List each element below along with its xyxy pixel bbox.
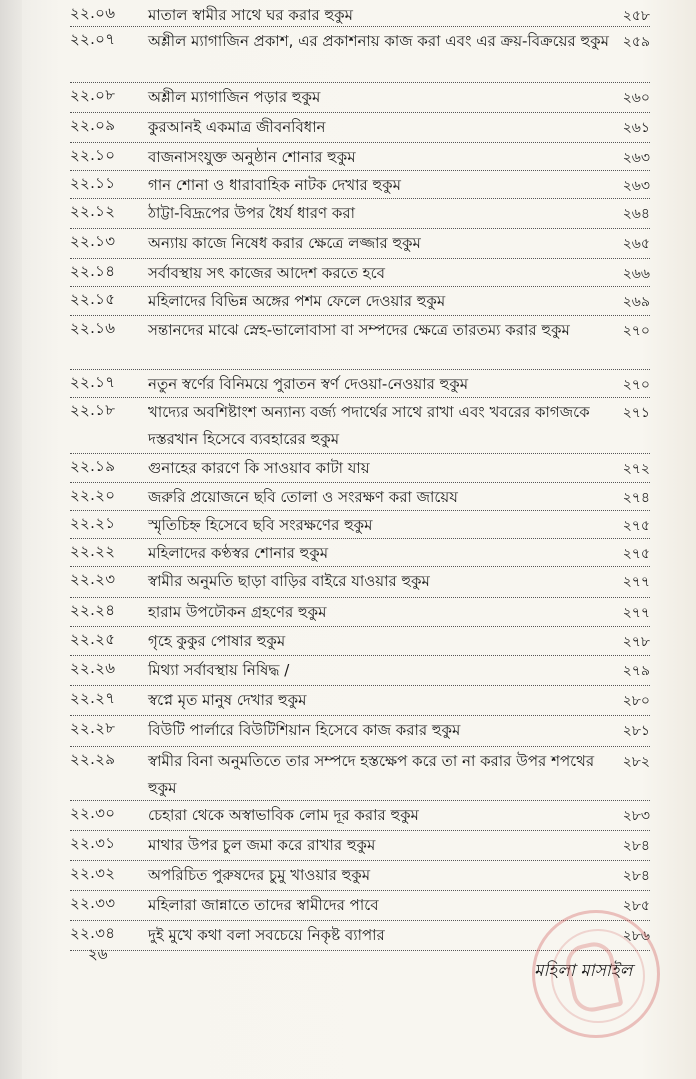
- toc-entry-number: ২২.২৭: [70, 689, 116, 707]
- toc-entry: [70, 860, 650, 891]
- toc-entry-page: ২৭২: [622, 461, 650, 477]
- toc-entry-page: ২৭৪: [622, 490, 650, 506]
- toc-entry: [70, 369, 650, 398]
- toc-entry-title: অশ্লীল ম্যাগাজিন প্রকাশ, এর প্রকাশনায় কাজ করা এবং এর ক্রয়-বিক্রয়ের হুকুম: [148, 32, 609, 50]
- toc-entry: [70, 198, 650, 229]
- toc-entry-number: ২২.১২: [70, 202, 116, 220]
- toc-entry: [70, 890, 650, 921]
- toc-entry-number: ২২.১৮: [70, 401, 116, 419]
- toc-entry-number: ২২.১০: [70, 146, 116, 164]
- toc-entry-number: ২২.৩৩: [70, 894, 116, 912]
- toc-entry-number: ২২.০৮: [70, 86, 116, 104]
- toc-entry: [70, 746, 650, 801]
- toc-entry-title: কুরআনই একমাত্র জীবনবিধান: [148, 118, 326, 136]
- toc-entry-number: ২২.২০: [70, 486, 116, 504]
- toc-entry: [70, 800, 650, 831]
- toc-entry-page: ২৮৩: [622, 808, 650, 824]
- toc-entry: [70, 482, 650, 511]
- toc-entry-page: ২৭৯: [622, 663, 650, 679]
- toc-entry-number: ২২.১১: [70, 174, 116, 192]
- toc-entry-page: ২৮৫: [622, 898, 650, 914]
- toc-entry: [70, 597, 650, 627]
- toc-entry-number: ২২.২৮: [70, 719, 116, 737]
- toc-entry-title: জরুরি প্রয়োজনে ছবি তোলা ও সংরক্ষণ করা জায়েয: [148, 488, 458, 506]
- toc-entry-number: ২২.২৪: [70, 601, 116, 619]
- toc-entry-number: ২২.১৩: [70, 232, 116, 250]
- toc-entry-page: ২৭৮: [622, 634, 650, 650]
- running-footer-title: মহিলা মাসাইল: [534, 961, 633, 981]
- toc-entry-title: অশ্লীল ম্যাগাজিন পড়ার হুকুম: [148, 88, 321, 106]
- toc-entry-title: মহিলাদের বিভিন্ন অঙ্গের পশম ফেলে দেওয়ার হুকুম: [148, 292, 446, 310]
- toc-entry: [70, 228, 650, 259]
- toc-entry-number: ২২.২৬: [70, 659, 116, 677]
- toc-entry-number: ২২.৩০: [70, 804, 116, 822]
- toc-entry-number: ২২.২৩: [70, 570, 116, 588]
- toc-entry-title: গান শোনা ও ধারাবাহিক নাটক দেখার হুকুম: [148, 176, 401, 194]
- toc-entry-page: ২৫৮: [622, 8, 650, 24]
- toc-entry-number: ২২.৩৪: [70, 924, 116, 942]
- toc-entry-title: অপরিচিত পুরুষদের চুমু খাওয়ার হুকুম: [148, 866, 371, 884]
- toc-entry: [70, 830, 650, 861]
- toc-entry-page: ২৬৯: [622, 294, 650, 310]
- toc-entry-title: দুই মুখে কথা বলা সবচেয়ে নিকৃষ্ট ব্যাপার: [148, 926, 385, 944]
- toc-entry-number: ২২.১৪: [70, 262, 116, 280]
- toc-entry-title: অন্যায় কাজে নিষেধ করার ক্ষেত্রে লজ্জার হুকুম: [148, 234, 421, 252]
- toc-entry-page: ২৮৪: [622, 838, 650, 854]
- toc-entry-title: বাজনাসংযুক্ত অনুষ্ঠান শোনার হুকুম: [148, 148, 356, 166]
- toc-entry-page: ২৭০: [622, 323, 650, 339]
- toc-entry-number: ২২.০৭: [70, 30, 116, 48]
- toc-entry-number: ২২.০৯: [70, 116, 116, 134]
- toc-entry-page: ২৭১: [622, 405, 650, 421]
- toc-entry-title: স্মৃতিচিহ্ন হিসেবে ছবি সংরক্ষণের হুকুম: [148, 516, 373, 534]
- toc-entry-page: ২৭৭: [622, 574, 650, 590]
- toc-entry-title: মহিলারা জান্নাতে তাদের স্বামীদের পাবে: [148, 896, 379, 914]
- toc-entry-title: মিথ্যা সর্বাবস্থায় নিষিদ্ধ /: [148, 661, 290, 679]
- toc-entry: [70, 142, 650, 171]
- toc-entry: [70, 258, 650, 287]
- toc-entry: [70, 286, 650, 316]
- toc-entry-title: স্বপ্নে মৃত মানুষ দেখার হুকুম: [148, 691, 307, 709]
- toc-entry-page: ২৬৬: [622, 266, 650, 282]
- toc-entry-title: স্বামীর অনুমতি ছাড়া বাড়ির বাইরে যাওয়ার হুকুম: [148, 572, 430, 590]
- toc-entry-title: গৃহে কুকুর পোষার হুকুম: [148, 632, 286, 650]
- toc-entry-number: ২২.১৭: [70, 373, 116, 391]
- page-spine-shadow: [0, 0, 22, 1079]
- toc-entry: [70, 170, 650, 199]
- toc-entry-title: ঠাট্টা-বিদ্রূপের উপর ধৈর্য ধারণ করা: [148, 204, 355, 222]
- toc-entry-page: ২৬৩: [622, 150, 650, 166]
- toc-entry-title: সন্তানদের মাঝে স্নেহ-ভালোবাসা বা সম্পদের ক্ষেত্রে তারতম্য করার হুকুম: [148, 321, 570, 339]
- toc-entry-title: সর্বাবস্থায় সৎ কাজের আদেশ করতে হবে: [148, 264, 385, 282]
- toc-entry: [70, 453, 650, 483]
- toc-entry-page: ২৮২: [622, 754, 650, 770]
- toc-entry: [70, 510, 650, 539]
- toc-entry-number: ২২.২২: [70, 542, 116, 560]
- toc-entry-title: খাদ্যের অবশিষ্টাংশ অন্যান্য বর্জ্য পদার্থের সাথে রাখা এবং খবরের কাগজকে দস্তরখান হিসেবে ব্যবহারের হুকুম: [148, 403, 590, 448]
- toc-entry-page: ২৮০: [622, 693, 650, 709]
- toc-entry: [70, 397, 650, 454]
- toc-entry: [70, 538, 650, 567]
- toc-entry-page: ২৮৬: [622, 928, 650, 944]
- toc-entry-number: ২২.২১: [70, 514, 116, 532]
- toc-entry-page: ২৭০: [622, 377, 650, 393]
- toc-entry-page: ২৬১: [622, 120, 650, 136]
- library-stamp-icon: [532, 910, 660, 1038]
- toc-entry-title: হারাম উপঢৌকন গ্রহণের হুকুম: [148, 603, 327, 621]
- toc-entry: [70, 715, 650, 747]
- toc-entry: [70, 0, 650, 27]
- toc-entry: [70, 315, 650, 370]
- toc-entry: [70, 655, 650, 686]
- toc-entry-page: ২৭৭: [622, 605, 650, 621]
- toc-entry: [70, 112, 650, 143]
- toc-entry-page: ২৬৪: [622, 206, 650, 222]
- toc-entry-title: মাথার উপর চুল জমা করে রাখার হুকুম: [148, 836, 376, 854]
- toc-entry-number: ২২.০৬: [70, 4, 116, 22]
- toc-entry-number: ২২.৩১: [70, 834, 116, 852]
- toc-entry-title: মহিলাদের কণ্ঠস্বর শোনার হুকুম: [148, 544, 329, 562]
- toc-entry-title: চেহারা থেকে অস্বাভাবিক লোম দূর করার হুকুম: [148, 806, 419, 824]
- toc-entry: [70, 626, 650, 656]
- toc-entry-title: স্বামীর বিনা অনুমতিতে তার সম্পদে হস্তক্ষেপ করে তা না করার উপর শপথের হুকুম: [148, 752, 595, 797]
- toc-entry-number: ২২.১৫: [70, 290, 116, 308]
- toc-entry: [70, 685, 650, 716]
- toc-entry-page: ২৬০: [622, 90, 650, 106]
- page-number: ২৬: [88, 945, 108, 963]
- toc-entry: [70, 26, 650, 83]
- toc-entry-page: ২৭৫: [622, 518, 650, 534]
- toc-entry-number: ২২.২৯: [70, 750, 116, 768]
- toc-entry-title: গুনাহের কারণে কি সাওয়াব কাটা যায়: [148, 459, 370, 477]
- toc-entry-number: ২২.১৬: [70, 319, 116, 337]
- toc-entry-page: ২৮১: [622, 723, 650, 739]
- toc-entry-page: ২৫৯: [622, 34, 650, 50]
- toc-entry-page: ২৮৪: [622, 868, 650, 884]
- toc-entry-title: বিউটি পার্লারে বিউটিশিয়ান হিসেবে কাজ করার হুকুম: [148, 721, 461, 739]
- toc-entry-title: নতুন স্বর্ণের বিনিময়ে পুরাতন স্বর্ণ দেওয়া-নেওয়ার হুকুম: [148, 375, 469, 393]
- toc-entry-title: মাতাল স্বামীর সাথে ঘর করার হুকুম: [148, 6, 353, 24]
- toc-entry-page: ২৭৫: [622, 546, 650, 562]
- toc-entry-number: ২২.১৯: [70, 457, 116, 475]
- toc-entry-page: ২৬৩: [622, 178, 650, 194]
- toc-entry-page: ২৬৫: [622, 236, 650, 252]
- toc-entry: [70, 566, 650, 598]
- toc-entry-number: ২২.২৫: [70, 630, 116, 648]
- toc-entry: [70, 82, 650, 113]
- toc-entry-number: ২২.৩২: [70, 864, 116, 882]
